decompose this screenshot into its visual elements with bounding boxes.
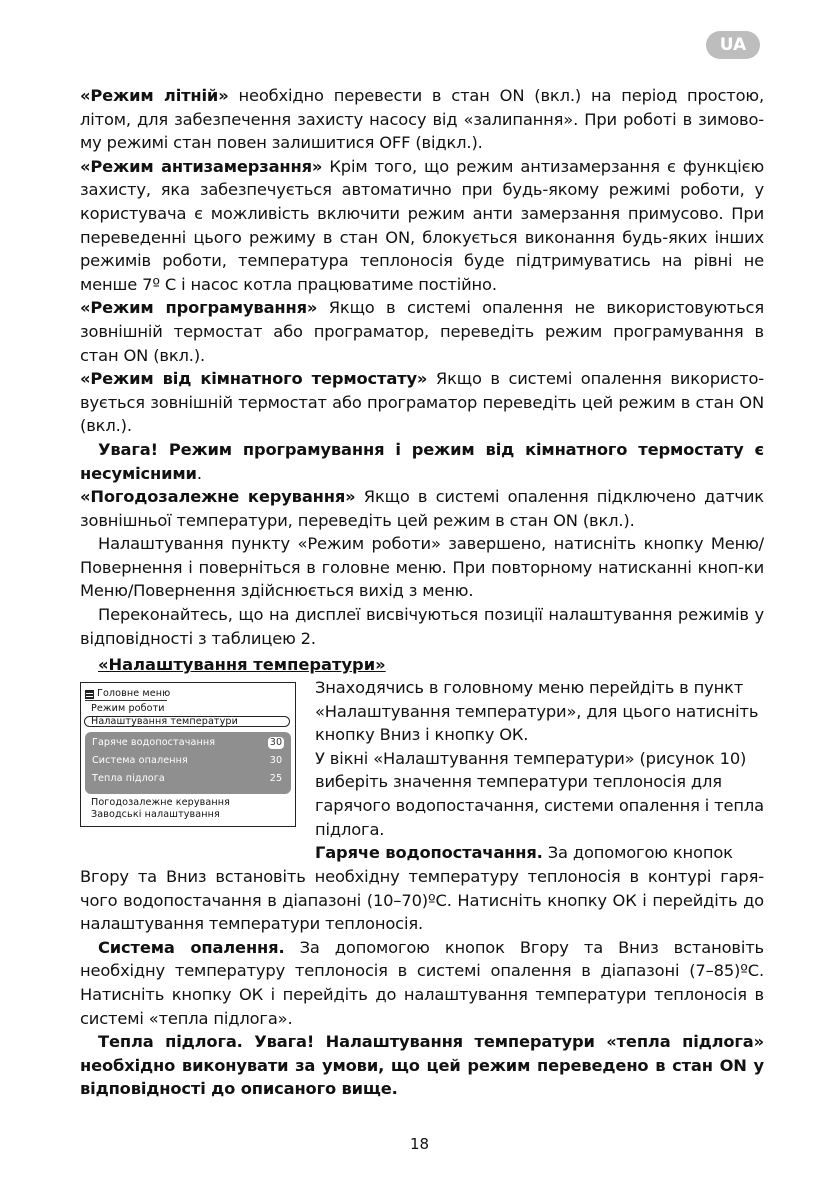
lcd-title-text: Головне меню <box>97 688 171 699</box>
text-weather-control: Якщо в системі опалення підключено датчик зовнішньої температури, переведіть цей режим в стан ON (вкл.). <box>80 487 764 530</box>
section-title-temperature: «Налаштування температури» <box>98 655 386 674</box>
lcd-item-temperature-selected: Налаштування температури <box>84 716 290 727</box>
paragraph-room-thermostat-mode <box>80 367 764 438</box>
body-text-lower <box>80 865 764 1101</box>
side-paragraph-2: У вікні «Налаштування температури» (рисунок 10) виберіть значення температури теплоносія для гарячого водопостачання, системи опалення і тепла підлога. <box>315 748 764 839</box>
term-room-thermostat-mode: «Режим від кімнатного термостату» <box>80 369 428 389</box>
paragraph-heating-system <box>80 936 764 1030</box>
term-floor-heating: Тепла підлога. Увага! Налаштування температури «тепла підлога» необхідно виконувати за умови, що цей режим переведено в стан ON у відповідності до описаного вище. <box>80 1032 764 1099</box>
side-text <box>315 676 765 865</box>
body-text-upper <box>80 84 764 650</box>
text-antifreeze-mode: Крім того, що режим антизамерзання є функцією захисту, яка забезпечується автоматично при будь-якому режимі роботи, у користувача є можливість включити режим анти замерзання примусово. При переведенні цього режиму в стан ON, блокується виконання будь-яких інших режимів роботи, температура теплоносія буде підтримуватись на рівні не менше 7º С і насос котла працюватиме постійно. <box>80 156 764 294</box>
lcd-row-label: Гаряче водопостачання <box>92 737 216 748</box>
lcd-menu-figure <box>80 682 296 827</box>
paragraph-summer-mode <box>80 84 764 155</box>
lcd-row-heating <box>92 754 284 768</box>
lcd-item-operating-mode: Режим роботи <box>91 703 165 714</box>
paragraph-weather-control <box>80 485 764 532</box>
term-hot-water: Гаряче водопостачання. <box>315 843 543 863</box>
paragraph-programming-mode <box>80 296 764 367</box>
lcd-row-value: 30 <box>269 755 283 766</box>
term-antifreeze-mode: «Режим антизамерзання» <box>80 156 323 176</box>
term-programming-mode: «Режим програмування» <box>80 298 318 318</box>
text-hot-water-a: За допомогою кнопок <box>542 843 733 863</box>
lcd-row-floor-heating <box>92 772 284 786</box>
lcd-temperature-panel <box>85 732 291 794</box>
paragraph-check-display: Переконайтесь, що на дисплеї висвічуються позиції налаштування режимів у відповідності з таблицею 2. <box>80 605 764 648</box>
lcd-item-factory-settings: Заводські налаштування <box>91 809 220 820</box>
lcd-row-label: Система опалення <box>92 755 188 766</box>
lcd-row-value: 30 <box>269 737 283 748</box>
side-paragraph-hot-water <box>315 841 765 865</box>
paragraph-mode-complete: Налаштування пункту «Режим роботи» завершено, натисніть кнопку Меню/Повернення і поверніться в головне меню. При повторному натисканні кноп-ки Меню/Повернення здійснюється вихід з меню. <box>80 534 764 601</box>
warning-text: Увага! Режим програмування і режим від кімнатного термостату є несумісними <box>80 439 764 483</box>
term-summer-mode: «Режим літній» <box>80 86 229 105</box>
lcd-item-weather-control: Погодозалежне керування <box>91 797 230 808</box>
lcd-title-underline <box>85 700 167 701</box>
lcd-title <box>85 688 170 700</box>
warning-end: . <box>196 463 202 483</box>
text-programming-mode: Якщо в системі опалення не використовуються зовнішній термостат або програматор, переведіть режим програмування в стан ON (вкл.). <box>80 298 764 365</box>
side-paragraph-1: Знаходячись в головному меню перейдіть в пункт «Налаштування температури», для цього натисніть кнопку Вниз і кнопку ОК. <box>315 678 759 745</box>
paragraph-floor-heating <box>80 1030 764 1101</box>
term-weather-control: «Погодозалежне керування» <box>80 487 356 507</box>
lcd-row-value: 25 <box>269 773 283 784</box>
text-room-thermostat-mode: Якщо в системі опалення використо-вується зовнішній термостат або програматор переведіть цей режим в стан ON (вкл.). <box>80 369 764 436</box>
paragraph-hot-water-cont: Вгору та Вниз встановіть необхідну температуру теплоносія в контурі гаря-чого водопостачання в діапазоні (10–70)ºС. Натисніть кнопку ОК і перейдіть до налаштування температури теплоносія. <box>80 867 764 934</box>
text-summer-mode: необхідно перевести в стан ON (вкл.) на період простою, літом, для забезпечення захисту насосу від «залипання». При роботі в зимово-му режимі стан повен залишитися OFF (відкл.). <box>80 86 764 153</box>
lcd-row-hot-water <box>92 736 284 750</box>
text-heating-system: За допомогою кнопок Вгору та Вниз встановіть необхідну температуру теплоносія в системі опалення в діапазоні (7–85)ºС. Натисніть кнопку ОК і перейдіть до налаштування температури теплоносія в системі «тепла підлога». <box>80 937 764 1028</box>
term-heating-system: Система опалення. <box>98 937 285 957</box>
page-number: 18 <box>409 1135 430 1153</box>
lcd-row-label: Тепла підлога <box>92 773 165 784</box>
menu-icon <box>85 690 94 699</box>
paragraph-antifreeze-mode <box>80 155 764 297</box>
language-badge: UA <box>706 31 760 59</box>
warning-incompatible <box>80 438 764 485</box>
